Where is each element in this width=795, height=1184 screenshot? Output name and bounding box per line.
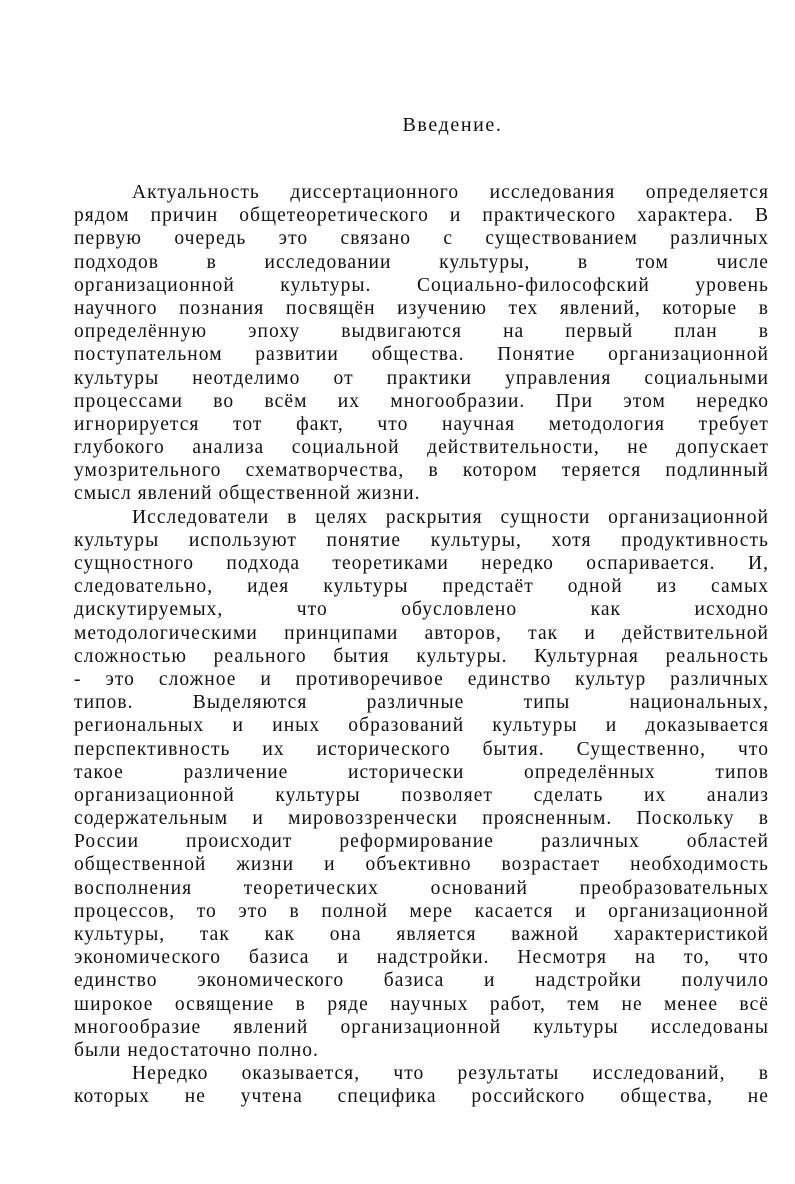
text-line: поступательном развитии общества. Понятие организационной [74, 344, 769, 366]
text-line: Актуальность диссертационного исследования определяется [132, 182, 769, 203]
body-text [74, 181, 769, 1109]
text-line: культуры используют понятие культуры, хотя продуктивность [74, 529, 769, 551]
text-line: которых не учтена специфика российского общества, не [74, 1086, 769, 1108]
text-line: единство экономического базиса и надстройки получило [74, 970, 769, 992]
text-line: следовательно, идея культуры предстаёт одной из самых [74, 576, 769, 598]
text-line: методологическими принципами авторов, так и действительной [74, 622, 769, 644]
text-line: широкое освящение в ряде научных работ, тем не менее всё [74, 993, 769, 1015]
text-line: содержательным и мировоззренчески проясненным. Поскольку в [74, 808, 769, 830]
text-line: организационной культуры позволяет сделать их анализ [74, 784, 769, 806]
text-line: подходов в исследовании культуры, в том числе [74, 251, 769, 273]
text-line: сложностью реального бытия культуры. Культурная реальность [74, 645, 769, 667]
text-line: Исследователи в целях раскрытия сущности организационной [132, 506, 769, 528]
text-line: восполнения теоретических оснований преобразовательных [74, 877, 769, 899]
text-line: первую очередь это связано с существованием различных [74, 228, 769, 250]
text-line: Нередко оказывается, что результаты исследований, в [132, 1063, 769, 1085]
text-line: глубокого анализа социальной действительности, не допускает [74, 437, 769, 459]
text-line: многообразие явлений организационной культуры исследованы [74, 1016, 769, 1038]
text-line: типов. Выделяются различные типы национальных, [74, 692, 769, 714]
text-line: организационной культуры. Социально-философский уровень [74, 274, 769, 296]
text-line: процессов, то это в полной мере касается и организационной [74, 900, 769, 922]
text-line: сущностного подхода теоретиками нередко оспаривается. И, [74, 553, 769, 574]
text-line: игнорируется тот факт, что научная методология требует [74, 413, 769, 435]
text-line: определённую эпоху выдвигаются на первый план в [74, 321, 769, 343]
text-line: перспективность их исторического бытия. Существенно, что [74, 738, 769, 760]
page-title: Введение. [402, 114, 503, 136]
text-line: культуры неотделимо от практики управления социальными [74, 367, 769, 389]
text-line: рядом причин общетеоретического и практического характера. В [74, 205, 769, 227]
text-line: общественной жизни и объективно возрастает необходимость [74, 854, 769, 876]
text-line: России происходит реформирование различных областей [74, 831, 769, 853]
text-line: экономического базиса и надстройки. Несмотря на то, что [74, 947, 769, 969]
text-line: - это сложное и противоречивое единство культур различных [74, 668, 769, 690]
text-line: были недостаточно полно. [74, 1039, 319, 1061]
text-line: такое различение исторически определённых типов [74, 761, 769, 783]
text-line: культуры, так как она является важной характеристикой [74, 924, 769, 945]
text-line: процессами во всём их многообразии. При этом нередко [74, 390, 769, 412]
text-line: умозрительного схематворчества, в котором теряется подлинный [74, 460, 769, 482]
text-line: дискутируемых, что обусловлено как исходно [74, 599, 769, 621]
text-line: региональных и иных образований культуры и доказывается [74, 715, 769, 737]
text-line: научного познания посвящён изучению тех явлений, которые в [74, 297, 769, 319]
text-line: смысл явлений общественной жизни. [74, 483, 421, 505]
